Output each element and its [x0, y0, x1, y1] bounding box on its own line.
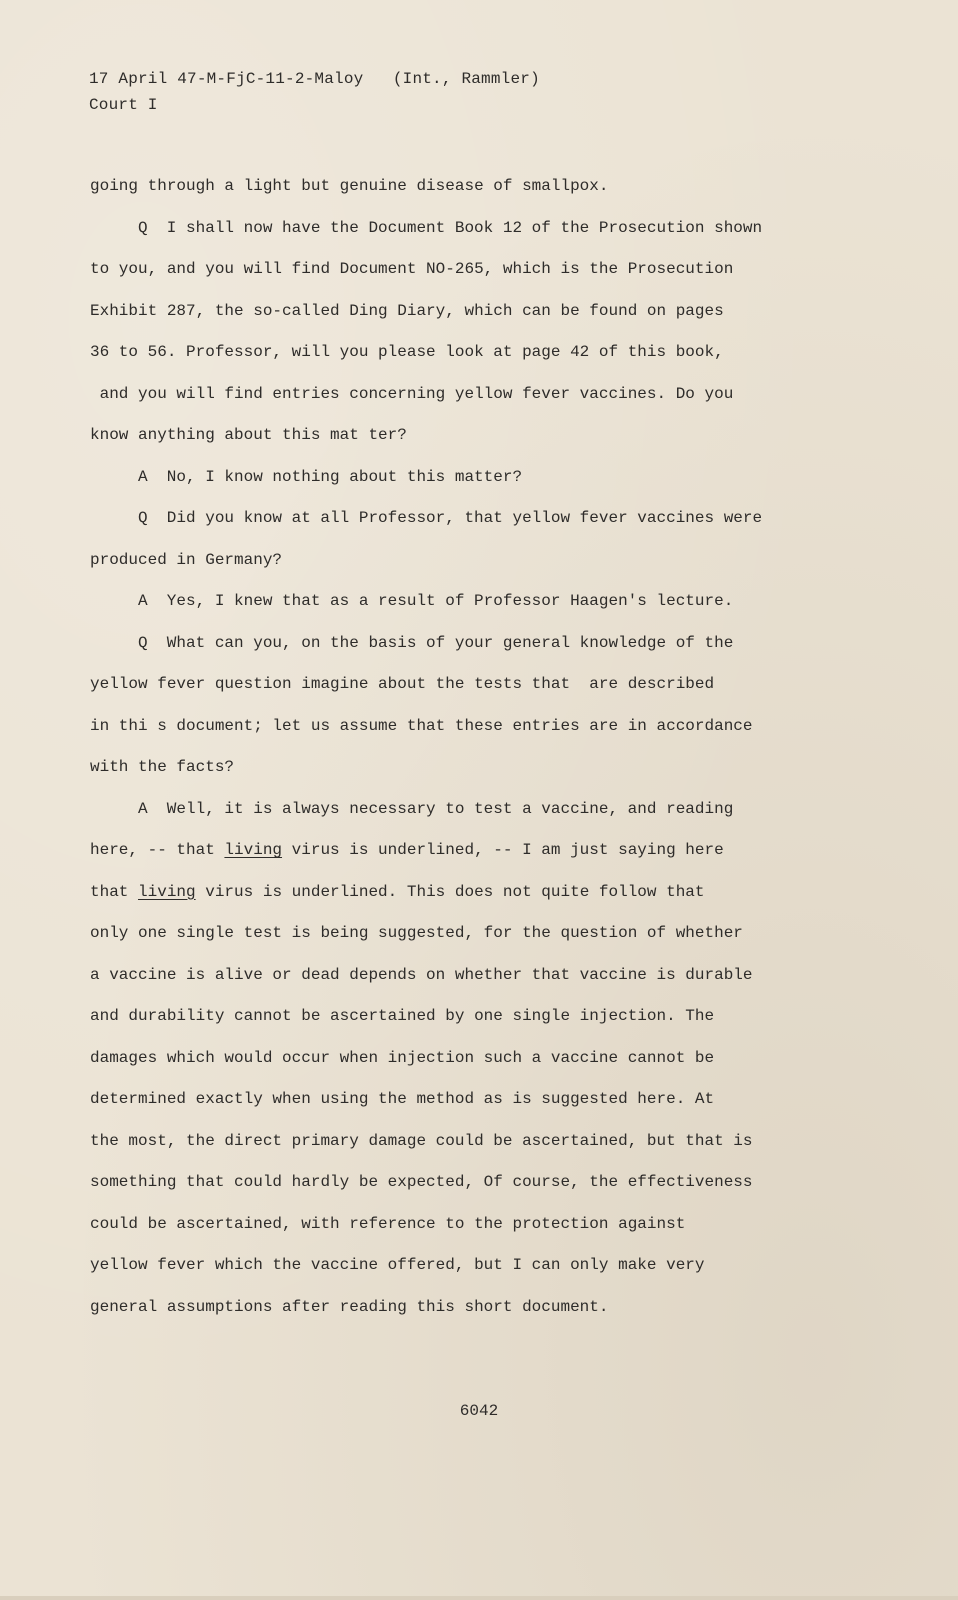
- transcript-body: [90, 166, 910, 1328]
- transcript-line: yellow fever question imagine about the tests that are described: [90, 675, 715, 693]
- transcript-line: could be ascertained, with reference to the protection against: [90, 1214, 686, 1233]
- transcript-line: in thi s document; let us assume that these entries are in accordance: [90, 716, 753, 735]
- transcript-line: damages which would occur when injection such a vaccine cannot be: [90, 1048, 715, 1067]
- transcript-line: and you will find entries concerning yellow fever vaccines. Do you: [90, 384, 734, 403]
- transcript-line: [90, 830, 910, 872]
- transcript-line: yellow fever which the vaccine offered, but I can only make very: [90, 1256, 705, 1274]
- transcript-line: Exhibit 287, the so-called Ding Diary, which can be found on pages: [90, 301, 724, 320]
- transcript-line: general assumptions after reading this short document.: [90, 1297, 609, 1316]
- transcript-line: something that could hardly be expected, Of course, the effectiveness: [90, 1173, 753, 1191]
- transcript-line: going through a light but genuine disease of smallpox.: [90, 177, 609, 195]
- transcript-line: only one single test is being suggested, for the question of whether: [90, 924, 743, 942]
- answer-line: A Well, it is always necessary to test a vaccine, and reading: [138, 799, 734, 818]
- transcript-line: and durability cannot be ascertained by one single injection. The: [90, 1007, 715, 1025]
- line-segment: here, -- that: [90, 841, 225, 859]
- page-bottom-edge: [0, 1596, 958, 1600]
- answer-line: A No, I know nothing about this matter?: [138, 467, 523, 486]
- line-segment: virus is underlined, -- I am just saying here: [282, 841, 724, 859]
- answer-line: A Yes, I knew that as a result of Professor Haagen's lecture.: [138, 592, 734, 610]
- transcript-line: 36 to 56. Professor, will you please look at page 42 of this book,: [90, 343, 724, 361]
- line-segment: that: [90, 882, 139, 901]
- transcript-line: determined exactly when using the method as is suggested here. At: [90, 1090, 715, 1108]
- page-number: 6042: [459, 1402, 499, 1420]
- transcript-line: know anything about this mat ter?: [90, 426, 407, 444]
- header-court-line: Court I: [89, 96, 158, 114]
- header-date-line: 17 April 47-M-FjC-11-2-Maloy (Int., Rammler): [89, 70, 540, 88]
- transcript-header: [89, 66, 540, 118]
- transcript-line: with the facts?: [90, 758, 235, 776]
- question-line: Q I shall now have the Document Book 12 of the Prosecution shown: [138, 218, 763, 237]
- question-line: Q What can you, on the basis of your general knowledge of the: [138, 633, 734, 652]
- transcript-line: [90, 872, 910, 914]
- transcript-line: produced in Germany?: [90, 550, 283, 569]
- transcript-line: a vaccine is alive or dead depends on whether that vaccine is durable: [90, 965, 753, 984]
- transcript-line: to you, and you will find Document NO-265, which is the Prosecution: [90, 260, 734, 278]
- line-segment: virus is underlined. This does not quite follow that: [195, 882, 705, 901]
- underlined-word: living: [224, 841, 283, 859]
- question-line: Q Did you know at all Professor, that yellow fever vaccines were: [138, 509, 763, 527]
- underlined-word: living: [138, 882, 196, 901]
- transcript-line: the most, the direct primary damage could be ascertained, but that is: [90, 1131, 753, 1150]
